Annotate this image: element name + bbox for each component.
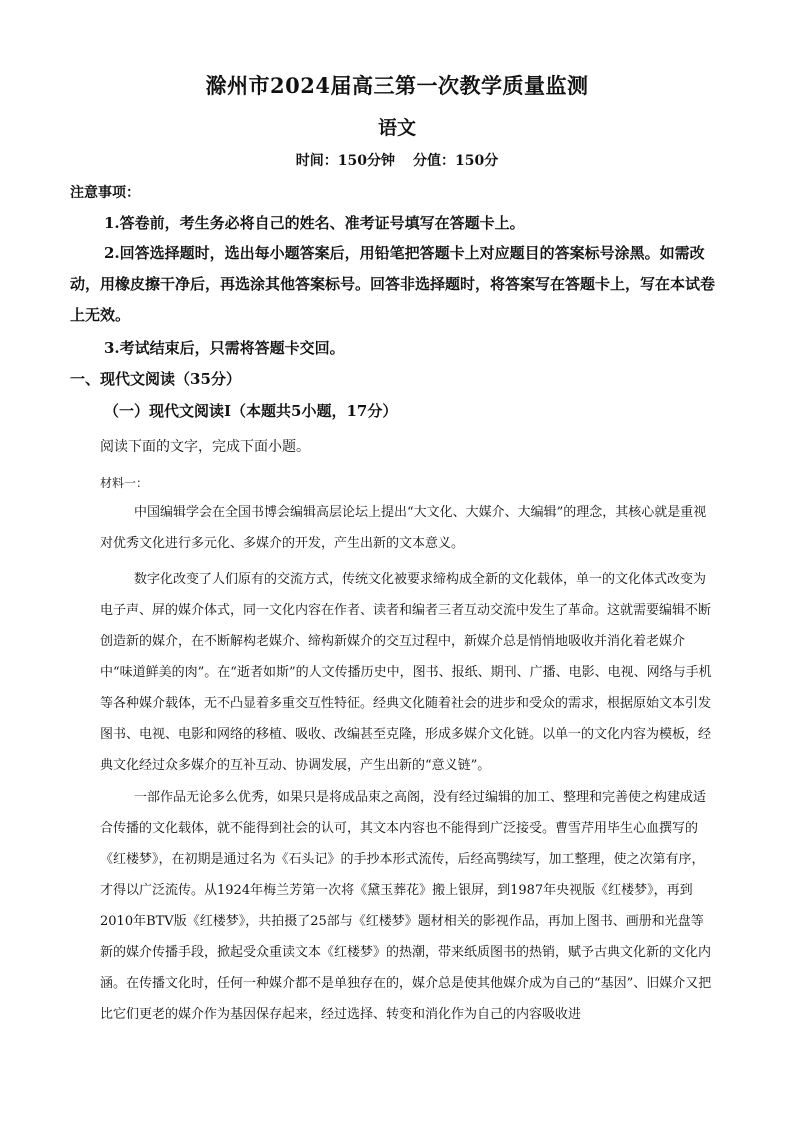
time-limit: 时间：150分钟 [295, 153, 395, 169]
notice-item-2: 2.回答选择题时，选出每小题答案后，用铅笔把答题卡上对应题目的答案标号涂黑。如需改动，用橡皮擦干净后，再选涂其他答案标号。回答非选择题时，将答案写在答题卡上，写在本试卷上无效。 [70, 244, 716, 324]
notice-heading: 注意事项： [70, 185, 140, 201]
exam-title: 滁州市2024届高三第一次教学质量监测 [205, 73, 589, 98]
material-paragraph: 数字化改变了人们原有的交流方式，传统文化被要求缔构成全新的文化载体，单一的文化体式改变为电子声、屏的媒介体式，同一文化内容在作者、读者和编者三者互动交流中发生了革命。这就需要编辑不断创造新的媒介，在不断解构老媒介、缔构新媒介的交互过程中，新媒介总是悄悄地吸收并消化着老媒介中“味道鲜美的肉”。在“逝者如斯”的人文传播历史中，图书、报纸、期刊、广播、电影、电视、网络与手机等各种媒介载体，无不凸显着多重交互性特征。经典文化随着社会的进步和受众的需求，根据原始文本引发图书、电视、电影和网络的移植、吸收、改编甚至克隆，形成多媒介文化链。以单一的文化内容为模板，经典文化经过众多媒介的互补互动、协调发展，产生出新的“意义链”。 [100, 572, 712, 773]
exam-time-info [0, 150, 794, 170]
reading-instruction: 阅读下面的文字，完成下面小题。 [100, 439, 310, 455]
notice-item-1: 1.答卷前，考生务必将自己的姓名、准考证号填写在答题卡上。 [104, 214, 525, 232]
material-paragraph: 中国编辑学会在全国书博会编辑高层论坛上提出“大文化、大媒介、大编辑”的理念，其核心就是重视对优秀文化进行多元化、多媒介的开发，产生出新的文本意义。 [100, 505, 707, 551]
subject-title: 语文 [377, 117, 416, 139]
notice-item-3: 3.考试结束后，只需将答题卡交回。 [104, 339, 345, 357]
section-heading: 一、现代文阅读（35分） [70, 370, 241, 388]
material-label: 材料一： [100, 476, 149, 490]
material-paragraph: 一部作品无论多么优秀，如果只是将成品束之高阁，没有经过编辑的加工、整理和完善使之构建成适合传播的文化载体，就不能得到社会的认可，其文本内容也不能得到广泛接受。曹雪芹用毕生心血撰写的《红楼梦》，在初期是通过名为《石头记》的手抄本形式流传，后经高鹗续写，加工整理，使之次第有序，才得以广泛流传。从1924年梅兰芳第一次将《黛玉葬花》搬上银屏，到1987年央视版《红楼梦》，再到2010年BTV版《红楼梦》，共拍摄了25部与《红楼梦》题材相关的影视作品，再加上图书、画册和光盘等新的媒介传播手段，掀起受众重读文本《红楼梦》的热潮，带来纸质图书的热销，赋予古典文化新的文化内涵。在传播文化时，任何一种媒介都不是单独存在的，媒介总是使其他媒介成为自己的“基因”、旧媒介又把比它们更老的媒介作为基因保存起来，经过选择、转变和消化作为自己的内容吸收进 [100, 790, 712, 1022]
total-score: 分值：150分 [413, 153, 499, 169]
subsection-heading: （一）现代文阅读Ⅰ（本题共5小题，17分） [104, 402, 398, 420]
